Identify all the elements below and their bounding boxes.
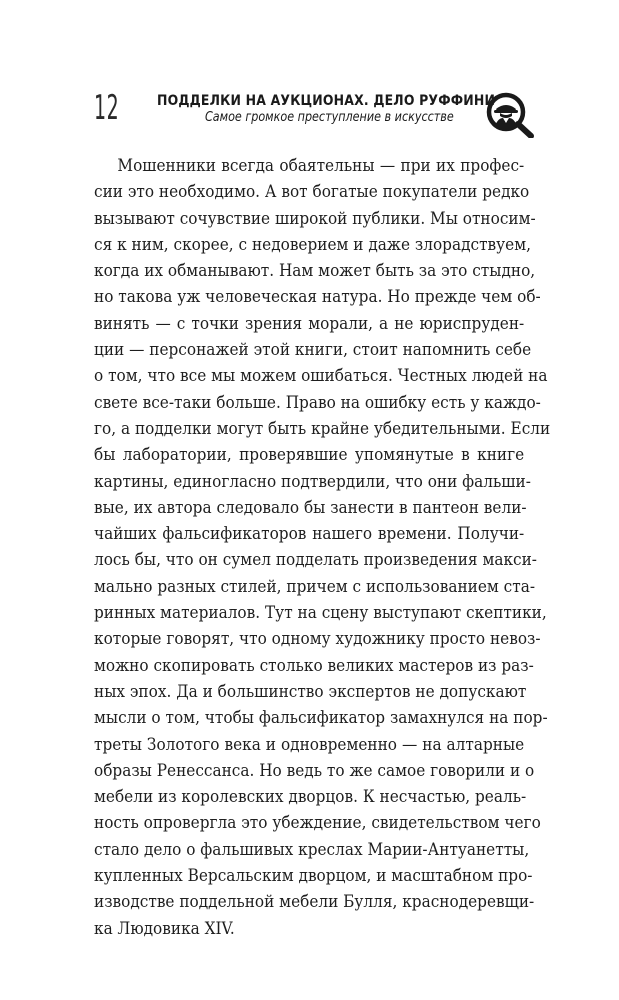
text-line <box>94 495 527 521</box>
text-line <box>94 732 525 758</box>
text-line-content: сии это необходимо. А вот богатые покупатели редко <box>94 182 530 203</box>
text-line-content: ринных материалов. Тут на сцену выступают скептики, <box>94 603 547 624</box>
text-line-content: картины, единогласно подтвердили, что они фальши- <box>94 471 531 492</box>
text-line <box>94 758 535 784</box>
book-subtitle: Самое громкое преступление в искусстве <box>205 110 454 125</box>
text-line-content: свете все-таки больше. Право на ошибку есть у каждо- <box>94 392 541 413</box>
text-line-content: ся к ним, скорее, с недоверием и даже злорадствуем, <box>94 234 531 255</box>
body-paragraph <box>94 153 551 942</box>
text-line <box>94 284 541 310</box>
text-line-content: когда их обманывают. Нам может быть за это стыдно, <box>94 261 536 282</box>
text-line <box>94 574 536 600</box>
text-line-content: о том, что все мы можем ошибаться. Честных людей на <box>94 366 548 387</box>
text-line-content: купленных Версальским дворцом, и масштабном про- <box>94 866 533 887</box>
text-line <box>94 889 535 915</box>
text-line-content: вызывают сочувствие широкой публики. Мы относим- <box>94 208 536 229</box>
text-line <box>94 442 525 468</box>
text-line-content: ка Людовика XIV. <box>94 918 235 939</box>
text-line <box>94 258 536 284</box>
text-line <box>94 153 525 179</box>
text-line-content: но такова уж человеческая натура. Но прежде чем об- <box>94 287 541 308</box>
text-line-content: ции — персонажей этой книги, стоит напомнить себе <box>94 340 532 361</box>
text-line-content: образы Ренессанса. Но ведь то же самое говорили и о <box>94 760 535 781</box>
text-line <box>94 179 530 205</box>
text-line <box>94 311 525 337</box>
text-line <box>94 626 541 652</box>
text-line-content: ных эпох. Да и большинство экспертов не допускают <box>94 681 527 702</box>
text-line-content: чайших фальсификаторов нашего времени. Получи- <box>94 524 525 545</box>
text-line <box>94 416 551 442</box>
text-line <box>94 863 533 889</box>
text-line-content: винять — с точки зрения морали, а не юриспруден- <box>94 313 525 334</box>
text-line <box>94 232 531 258</box>
text-line-content: го, а подделки могут быть крайне убедительными. Если <box>94 418 551 439</box>
text-line <box>94 810 541 836</box>
text-line <box>94 653 534 679</box>
text-line <box>94 784 527 810</box>
page-number: 12 <box>94 88 120 128</box>
text-line <box>94 363 548 389</box>
running-header <box>0 0 619 140</box>
text-line <box>94 206 536 232</box>
text-line-content: бы лаборатории, проверявшие упомянутые в книге <box>94 445 525 466</box>
text-line-content: мебели из королевских дворцов. К несчастью, реаль- <box>94 787 527 808</box>
text-line <box>94 337 532 363</box>
text-line-content: ность опровергла это убеждение, свидетельством чего <box>94 813 541 834</box>
text-line-content: Мошенники всегда обаятельны — при их профес- <box>117 156 525 176</box>
text-line-content: вые, их автора следовало бы занести в пантеон вели- <box>94 497 527 518</box>
text-line-content: треты Золотого века и одновременно — на алтарные <box>94 734 525 755</box>
text-line <box>94 521 525 547</box>
text-line-content: изводстве поддельной мебели Булля, краснодеревщи- <box>94 892 535 913</box>
detective-magnifier-icon <box>486 92 534 138</box>
text-line <box>94 916 481 942</box>
text-line <box>94 679 527 705</box>
text-line <box>94 705 548 731</box>
text-line <box>94 837 530 863</box>
text-line-content: мально разных стилей, причем с использованием ста- <box>94 576 536 597</box>
text-line-content: можно скопировать столько великих мастеров из раз- <box>94 655 534 676</box>
book-title: ПОДДЕЛКИ НА АУКЦИОНАХ. ДЕЛО РУФФИНИ <box>157 93 496 109</box>
text-line-content: мысли о том, чтобы фальсификатор замахнулся на пор- <box>94 708 548 729</box>
text-line <box>94 600 547 626</box>
text-line <box>94 547 537 573</box>
text-line-content: которые говорят, что одному художнику просто невоз- <box>94 629 541 650</box>
text-line-content: стало дело о фальшивых креслах Марии-Антуанетты, <box>94 839 530 860</box>
text-line <box>94 390 541 416</box>
text-line <box>94 469 531 495</box>
text-line-content: лось бы, что он сумел подделать произведения макси- <box>94 550 537 571</box>
